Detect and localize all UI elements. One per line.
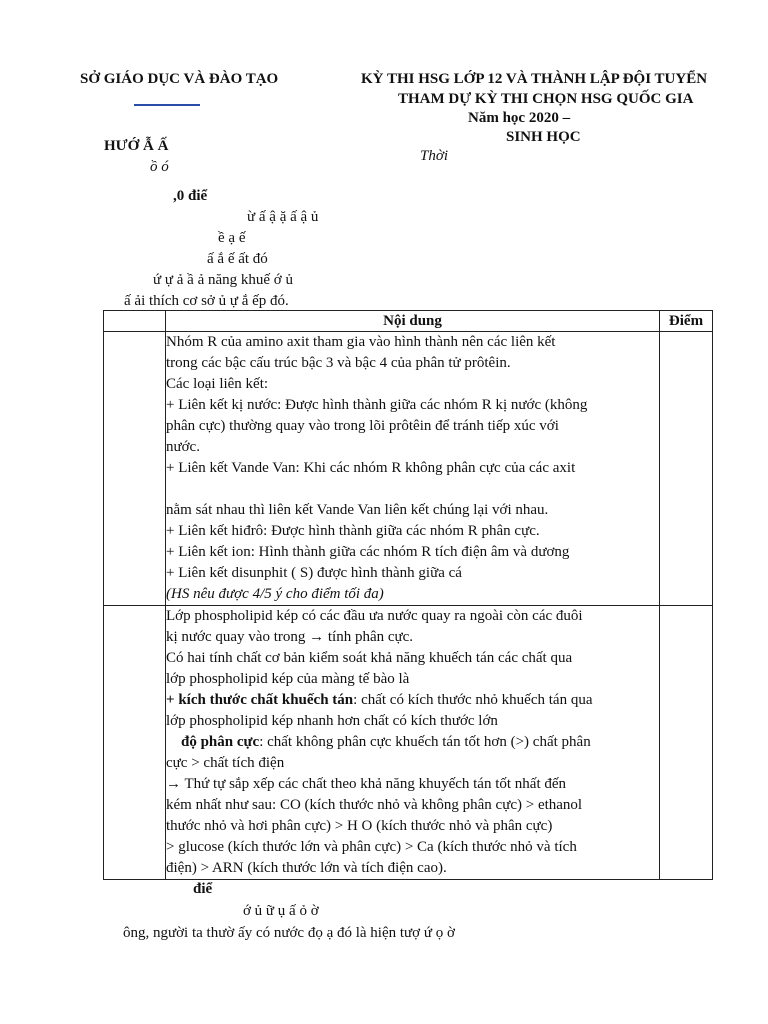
row1-content-cell	[166, 332, 660, 606]
factor1-text: : chất có kích thước nhỏ khuếch tán qua	[353, 692, 593, 708]
factor1-label: kích thước chất khuếch tán	[178, 692, 354, 708]
row1-line: + Liên kết ion: Hình thành giữa các nhóm R tích điện âm và dương	[166, 544, 570, 560]
row1-line: trong các bậc cấu trúc bậc 3 và bậc 4 của phân tử prôtêin.	[166, 355, 511, 371]
row1-scoring-note: (HS nêu được 4/5 ý cho điểm tối đa)	[166, 586, 384, 602]
row1-line: nước.	[166, 439, 200, 455]
factor2-label: độ phân cực	[181, 734, 260, 750]
table-row	[104, 606, 713, 880]
row2-content-cell	[166, 606, 660, 880]
row1-blank-line	[166, 479, 659, 500]
exam-title-line1: KỲ THI HSG LỚP 12 VÀ THÀNH LẬP ĐỘI TUYỂN	[361, 71, 708, 87]
question2-line1: ớ ủ ữ ụ ấ ỏ ờ	[243, 903, 319, 919]
row2-line: Có hai tính chất cơ bản kiểm soát khả năng khuếch tán các chất qua	[166, 650, 573, 666]
row1-line: + Liên kết disunphit ( S) được hình thành giữa cá	[166, 565, 462, 581]
question2-line2: ông, người ta thườ ấy có nước đọ ạ đó là hiện tượ ứ ọ ờ	[123, 925, 455, 941]
table-row	[104, 332, 713, 606]
row1-line: + Liên kết hiđrô: Được hình thành giữa các nhóm R phân cực.	[166, 523, 540, 539]
header-score: Điểm	[660, 311, 713, 332]
header-blank-cell	[104, 311, 166, 332]
question1-line4: ứ ự ả ầ ả năng khuế ớ ủ	[153, 272, 293, 288]
subject-name: SINH HỌC	[506, 129, 581, 145]
factor1-prefix: +	[166, 692, 179, 708]
row2-score-cell	[660, 606, 713, 880]
exam-title-line2: THAM DỰ KỲ THI CHỌN HSG QUỐC GIA	[398, 91, 694, 107]
row1-line: nằm sát nhau thì liên kết Vande Van liên kết chúng lại với nhau.	[166, 502, 549, 518]
guide-subheading: ồ ó	[150, 159, 169, 175]
row2-line: lớp phospholipid kép của màng tế bào là	[166, 671, 410, 687]
question1-line2: ề ạ ế	[218, 230, 246, 246]
row2-line: > glucose (kích thước lớn và phân cực) > Ca (kích thước nhỏ và tích	[166, 839, 577, 855]
row2-line: → Thứ tự sắp xếp các chất theo khả năng khuyếch tán tốt nhất đến	[166, 776, 567, 792]
factor2-text: : chất không phân cực khuếch tán tốt hơn (>) chất phân	[259, 734, 591, 750]
row1-score-cell	[660, 332, 713, 606]
table-header-row	[104, 311, 713, 332]
row2-line: lớp phospholipid kép nhanh hơn chất có kích thước lớn	[166, 713, 498, 729]
guide-heading: HƯỚ Ẫ Ấ	[104, 138, 169, 154]
question1-line5: ấ ải thích cơ sở ủ ự ắ ếp đó.	[124, 293, 289, 309]
question2-points: điể	[193, 881, 213, 897]
row2-line: điện) > ARN (kích thước lớn và tích điện cao).	[166, 860, 447, 876]
row1-line: + Liên kết kị nước: Được hình thành giữa các nhóm R kị nước (không	[166, 397, 588, 413]
time-label: Thời	[420, 148, 449, 164]
row2-line: kém nhất như sau: CO (kích thước nhỏ và không phân cực) > ethanol	[166, 797, 583, 813]
row1-line: + Liên kết Vande Van: Khi các nhóm R không phân cực của các axit	[166, 460, 576, 476]
row1-line: phân cực) thường quay vào trong lõi prôtêin để tránh tiếp xúc với	[166, 418, 559, 434]
department-name: SỞ GIÁO DỤC VÀ ĐÀO TẠO	[80, 71, 279, 87]
row1-line: Nhóm R của amino axit tham gia vào hình thành nên các liên kết	[166, 334, 556, 350]
row2-index-cell	[104, 606, 166, 880]
row2-line: thước nhỏ và hơi phân cực) > H O (kích thước nhỏ và phân cực)	[166, 818, 553, 834]
question1-line3: ấ ắ ế ất đó	[207, 251, 268, 267]
row1-line: Các loại liên kết:	[166, 376, 269, 392]
row1-index-cell	[104, 332, 166, 606]
header-content: Nội dung	[166, 311, 660, 332]
answer-table	[103, 310, 713, 880]
row2-line: kị nước quay vào trong → tính phân cực.	[166, 629, 414, 645]
row2-line: Lớp phospholipid kép có các đầu ưa nước quay ra ngoài còn các đuôi	[166, 608, 583, 624]
row2-line: cực > chất tích điện	[166, 755, 285, 771]
question1-line1: ừ ấ ậ ặ ấ ậ ủ	[247, 209, 319, 225]
question1-points: ,0 điể	[173, 188, 208, 204]
row2-line-factor1	[166, 690, 659, 711]
school-year: Năm học 2020 –	[468, 110, 571, 126]
header-underline	[134, 104, 200, 106]
row2-line-factor2	[166, 732, 659, 753]
